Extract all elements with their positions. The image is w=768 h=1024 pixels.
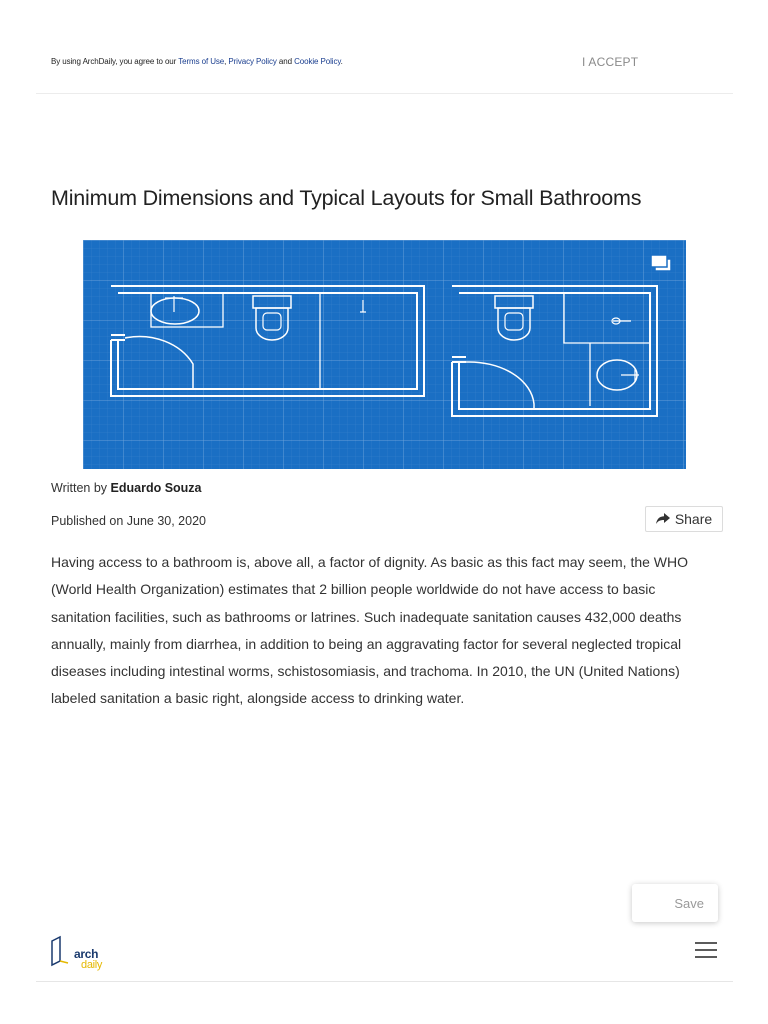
cookie-notice-bar bbox=[36, 0, 733, 94]
share-arrow-icon bbox=[656, 513, 670, 525]
bottom-nav-bar bbox=[36, 925, 733, 982]
cookie-policy-link[interactable]: Cookie Policy bbox=[294, 57, 341, 66]
logo-text-arch: arch bbox=[74, 947, 99, 961]
cookie-notice-text bbox=[51, 57, 343, 66]
byline bbox=[51, 481, 202, 495]
save-button[interactable]: Save bbox=[632, 884, 718, 922]
share-label: Share bbox=[674, 511, 713, 527]
article-body-paragraph: Having access to a bathroom is, above all, a factor of dignity. As basic as this fact may seem, the WHO (World Health Organization) estimates that 2 billion people worldwide do not have access to basic sanitation facilities, such as bathrooms or latrines. Such inadequate sanitation causes 432,000 deaths annually, mainly from diarrhea, in addition to being an aggravating factor for several neglected tropical diseases including intestinal worms, schistosomiasis, and trachoma. In 2010, the UN (United Nations) labeled sanitation a basic right, alongside access to drinking water. bbox=[51, 554, 689, 707]
gallery-icon[interactable] bbox=[650, 254, 672, 273]
article-title: Minimum Dimensions and Typical Layouts for Small Bathrooms bbox=[51, 186, 642, 210]
share-button[interactable] bbox=[645, 506, 723, 532]
cookie-and: and bbox=[278, 57, 292, 66]
hero-image-bathroom-blueprint[interactable] bbox=[83, 240, 686, 469]
terms-of-use-link[interactable]: Terms of Use bbox=[178, 57, 225, 66]
cookie-comma: , bbox=[224, 57, 227, 66]
logo-text-daily: daily bbox=[81, 959, 103, 971]
archdaily-logo[interactable] bbox=[50, 935, 103, 971]
privacy-policy-link[interactable]: Privacy Policy bbox=[228, 57, 277, 66]
cookie-period: . bbox=[340, 57, 343, 66]
hamburger-menu-icon[interactable] bbox=[695, 941, 717, 959]
accept-cookies-button[interactable]: I ACCEPT bbox=[582, 55, 639, 69]
cookie-notice-prefix: By using ArchDaily, you agree to our bbox=[51, 57, 177, 66]
publish-date: Published on June 30, 2020 bbox=[51, 514, 206, 528]
written-by-label: Written by bbox=[51, 481, 108, 495]
author-name[interactable]: Eduardo Souza bbox=[110, 481, 202, 495]
